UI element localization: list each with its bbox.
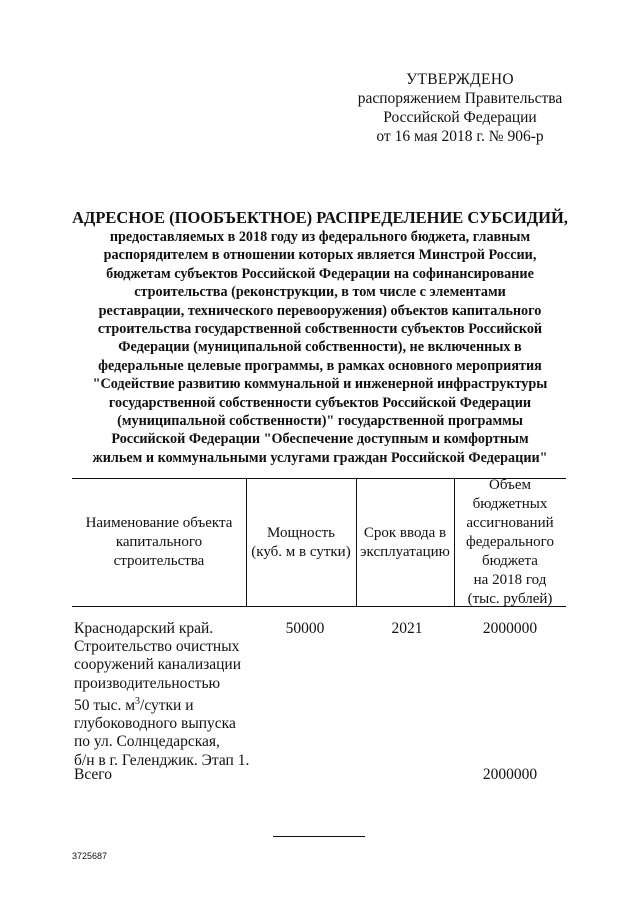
approval-date: от 16 мая 2018 г. № 906-р <box>376 128 544 145</box>
subtitle-line: реставрации, технического перевооружения) объектов капитального <box>98 302 542 319</box>
object-name-line: б/н в г. Геленджик. Этап 1. <box>74 751 250 769</box>
column-header-name <box>72 479 246 606</box>
approval-block <box>340 70 580 146</box>
header-text: Мощность <box>267 524 335 541</box>
header-text: Срок ввода в <box>363 524 447 541</box>
object-name-line: сооружений канализации <box>74 656 242 674</box>
table-cell-deadline: 2021 <box>391 620 423 637</box>
object-name-line: по ул. Солнцедарская, <box>74 733 220 751</box>
approval-line: Российской Федерации <box>383 109 537 126</box>
superscript-cubic: 3 <box>135 695 141 707</box>
subtitle-line: федеральные целевые программы, в рамках основного мероприятия <box>98 357 542 374</box>
column-header-capacity <box>246 479 356 606</box>
document-title: АДРЕСНОЕ (ПООБЪЕКТНОЕ) РАСПРЕДЕЛЕНИЕ СУБСИДИЙ, <box>72 208 568 227</box>
header-text: (куб. м в сутки) <box>251 543 351 560</box>
subtitle-line: распорядителем в отношении которых является Минстрой России, <box>103 247 537 264</box>
document-heading <box>60 207 580 467</box>
total-label: Всего <box>74 766 113 783</box>
object-name-line <box>74 693 274 715</box>
object-name-text: 50 тыс. м <box>74 696 136 714</box>
object-name-text: /сутки и <box>140 696 194 714</box>
object-name-line: глубоководного выпуска <box>74 715 236 733</box>
approval-line: распоряжением Правительства <box>357 90 563 107</box>
total-budget: 2000000 <box>482 766 538 783</box>
approval-title: УТВЕРЖДЕНО <box>406 71 514 88</box>
table-cell-budget: 2000000 <box>482 620 538 637</box>
subtitle-line: Федерации (муниципальной собственности), не включенных в <box>118 339 522 356</box>
column-header-deadline <box>356 479 454 606</box>
header-text: ассигнований <box>466 515 554 531</box>
header-text: строительства <box>113 553 205 569</box>
object-name-line: производительностью <box>74 674 221 692</box>
subtitle-line: Российской Федерации "Обеспечение доступным и комфортным <box>111 431 529 448</box>
table-header <box>72 478 566 607</box>
object-name-line: Строительство очистных <box>74 638 240 656</box>
subtitle-line: строительства государственной собственности субъектов Российской <box>97 321 543 338</box>
footer-divider <box>273 836 365 837</box>
table-cell-capacity: 50000 <box>285 620 325 637</box>
header-text: бюджета <box>482 553 538 569</box>
header-text: на 2018 год <box>473 572 547 588</box>
header-text: Объем <box>488 477 531 493</box>
subtitle-line: строительства (реконструкции, в том числе с элементами <box>134 284 506 301</box>
document-code: 3725687 <box>72 851 108 861</box>
subsidy-table <box>72 478 566 607</box>
subtitle-line: жильем и коммунальными услугами граждан Российской Федерации" <box>92 449 548 466</box>
column-header-budget <box>454 479 566 606</box>
header-text: Наименование объекта <box>85 515 233 531</box>
subtitle-line: бюджетам субъектов Российской Федерации на софинансирование <box>106 265 534 282</box>
header-text: бюджетных <box>472 496 548 512</box>
header-text: федерального <box>466 534 554 550</box>
header-text: капитального <box>115 534 203 550</box>
subtitle-line: предоставляемых в 2018 году из федерального бюджета, главным <box>109 229 531 245</box>
header-text: (тыс. рублей) <box>467 591 553 607</box>
subtitle-line: (муниципальной собственности)" государственной программы <box>117 413 523 430</box>
subtitle-line: государственной собственности субъектов Российской Федерации <box>108 394 532 411</box>
object-name-line: Краснодарский край. <box>74 620 214 637</box>
subtitle-line: "Содействие развитию коммунальной и инженерной инфраструктуры <box>92 376 548 393</box>
header-text: эксплуатацию <box>360 543 450 560</box>
table-row-object-name <box>74 620 274 770</box>
